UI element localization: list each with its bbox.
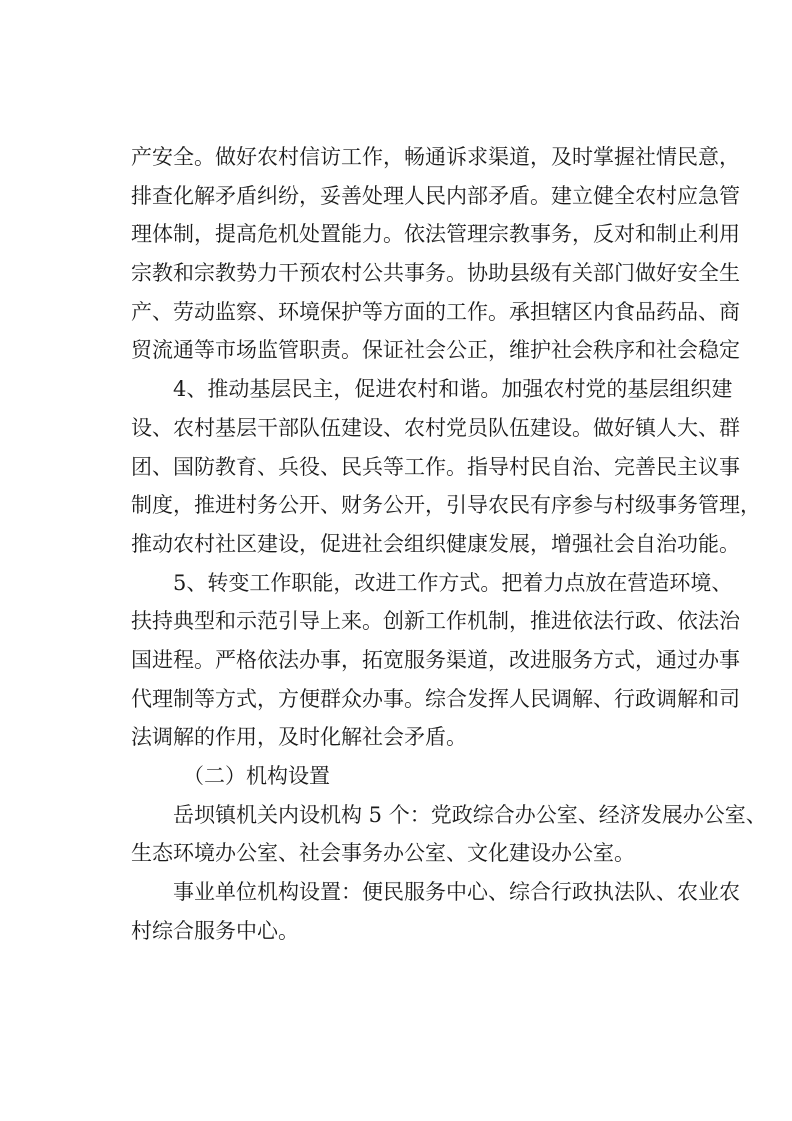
- text-line: 理体制，提高危机处置能力。依法管理宗教事务，反对和制止利用: [131, 222, 740, 247]
- text-line: 制度，推进村务公开、财务公开，引导农民有序参与村级事务管理，: [131, 493, 761, 518]
- text-line: 生态环境办公室、社会事务办公室、文化建设办公室。: [131, 841, 635, 866]
- paragraph-item-5: [131, 564, 740, 757]
- text-line: 排查化解矛盾纠纷，妥善处理人民内部矛盾。建立健全农村应急管: [131, 183, 740, 208]
- document-body: [131, 138, 767, 950]
- text-line: 推动农村社区建设，促进社会组织健康发展，增强社会自治功能。: [131, 531, 740, 556]
- paragraph-internal-organs: [131, 796, 767, 873]
- text-line: 贸流通等市场监管职责。保证社会公正，维护社会秩序和社会稳定: [131, 338, 740, 363]
- section-heading: [131, 757, 691, 796]
- section-heading-text: （二）机构设置: [183, 764, 330, 788]
- paragraph-item-4: [131, 370, 761, 563]
- text-line: 法调解的作用，及时化解社会矛盾。: [131, 725, 467, 750]
- text-line: 产安全。做好农村信访工作，畅通诉求渠道，及时掌握社情民意，: [131, 145, 740, 169]
- text-line: 扶持典型和示范引导上来。创新工作机制，推进依法行政、依法治: [131, 609, 740, 634]
- text-line: 团、国防教育、兵役、民兵等工作。指导村民自治、完善民主议事: [131, 454, 740, 479]
- text-line: 宗教和宗教势力干预农村公共事务。协助县级有关部门做好安全生: [131, 261, 740, 286]
- text-line: 岳坝镇机关内设机构 5 个：党政综合办公室、经济发展办公室、: [173, 802, 767, 827]
- text-line: 国进程。严格依法办事，拓宽服务渠道，改进服务方式，通过办事: [131, 647, 740, 672]
- text-line: 代理制等方式，方便群众办事。综合发挥人民调解、行政调解和司: [131, 686, 740, 711]
- text-line: 设、农村基层干部队伍建设、农村党员队伍建设。做好镇人大、群: [131, 415, 740, 440]
- text-line: 4、推动基层民主，促进农村和谐。加强农村党的基层组织建: [173, 377, 733, 402]
- paragraph-public-institutions: [131, 873, 740, 950]
- text-line: 5、转变工作职能，改进工作方式。把着力点放在营造环境、: [173, 570, 733, 595]
- paragraph-continuation: [131, 138, 740, 370]
- text-line: 村综合服务中心。: [131, 918, 299, 943]
- text-line: 事业单位机构设置：便民服务中心、综合行政执法队、农业农: [173, 880, 740, 905]
- text-line: 产、劳动监察、环境保护等方面的工作。承担辖区内食品药品、商: [131, 299, 740, 324]
